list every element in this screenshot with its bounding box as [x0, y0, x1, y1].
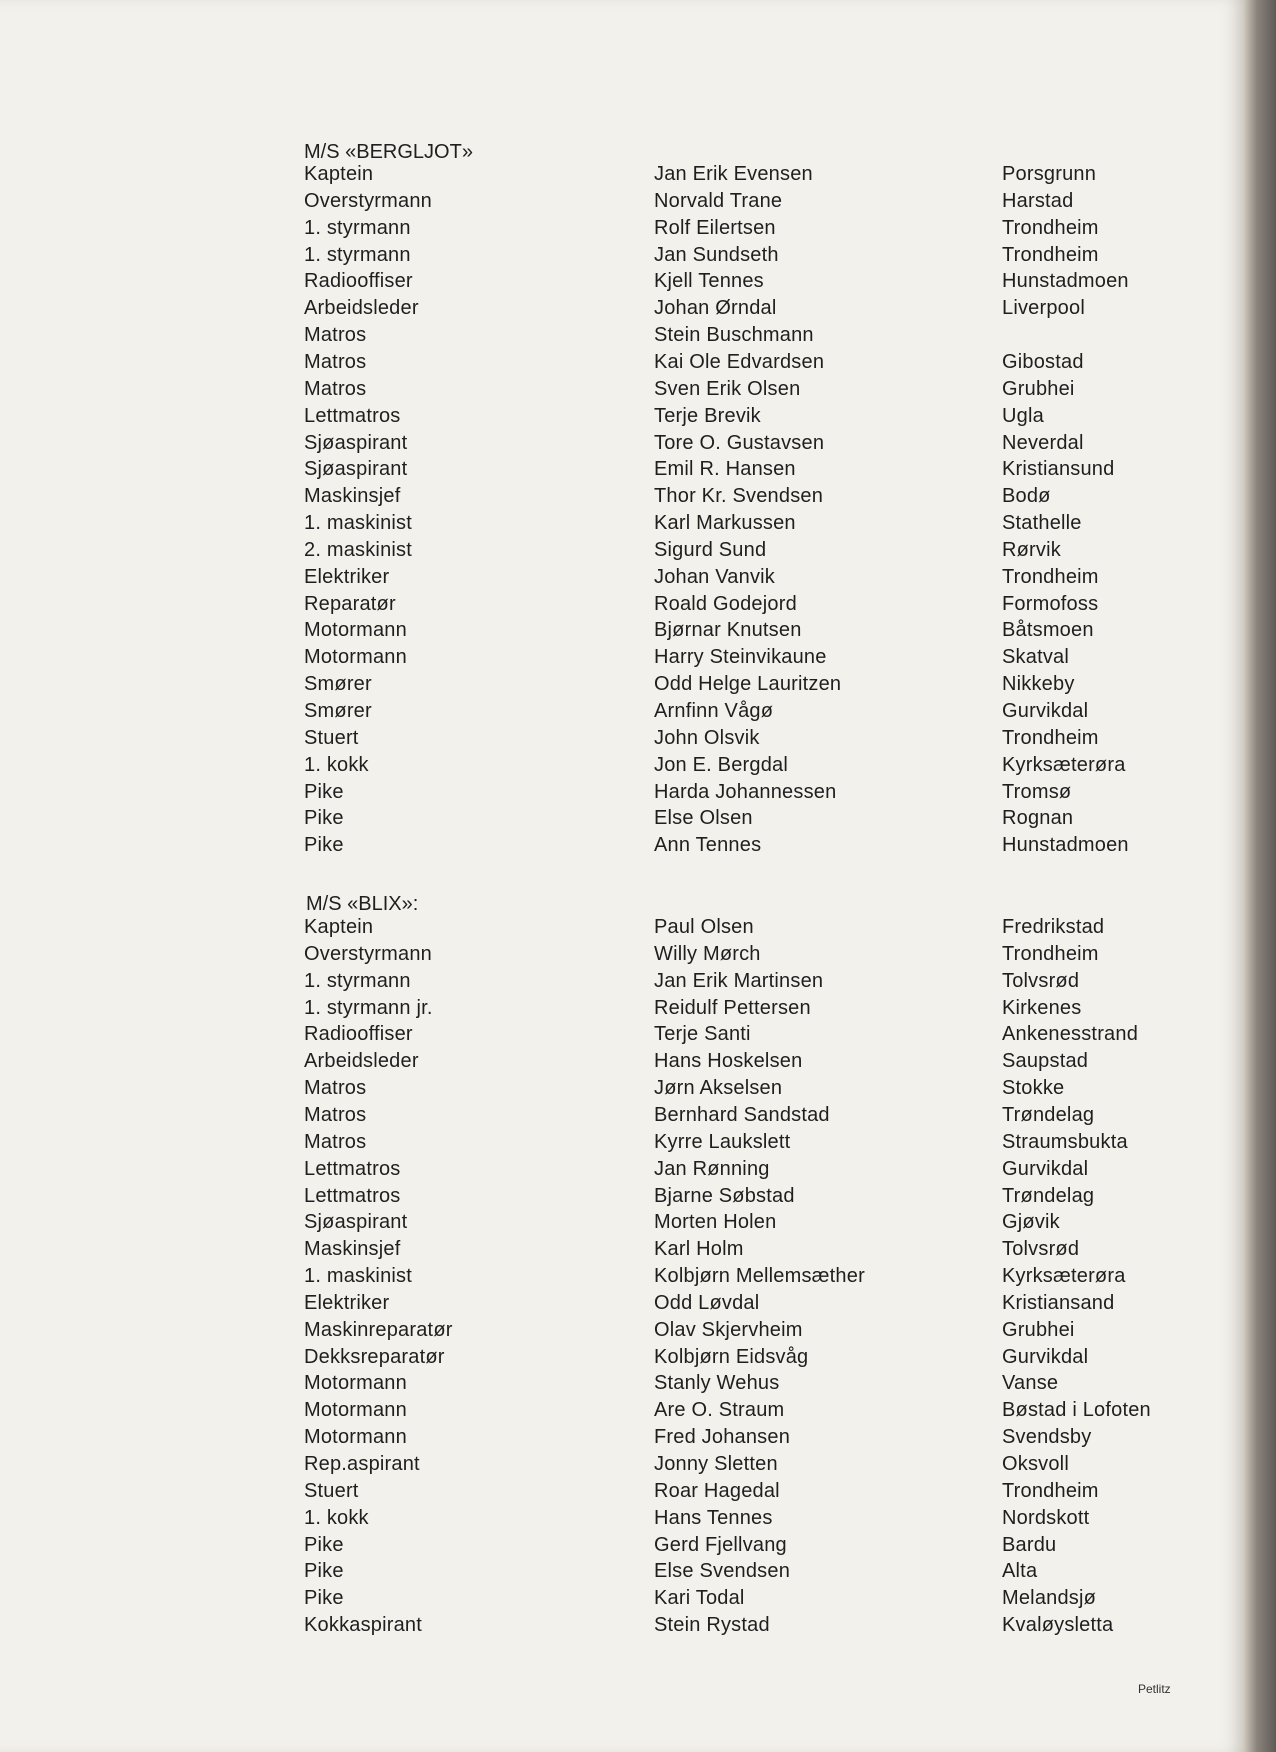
- crew-role: Rep.aspirant: [304, 1453, 420, 1475]
- crew-name: Jan Erik Evensen: [654, 163, 813, 185]
- crew-hometown: Hunstadmoen: [1002, 270, 1129, 293]
- crew-row: [0, 698, 1244, 724]
- crew-hometown: Gurvikdal: [1002, 1157, 1089, 1180]
- crew-role: Motormann: [304, 1399, 407, 1422]
- crew-name: Jan Erik Martinsen: [654, 969, 824, 992]
- crew-name: Are O. Straum: [654, 1399, 785, 1422]
- crew-name: Reidulf Pettersen: [654, 996, 811, 1019]
- crew-role: Matros: [304, 350, 367, 373]
- crew-role: Pike: [304, 807, 344, 830]
- crew-name: Willy Mørch: [654, 942, 761, 965]
- crew-hometown: Rognan: [1002, 807, 1074, 830]
- crew-row: [0, 1424, 1244, 1450]
- crew-role: Pike: [304, 1560, 344, 1583]
- crew-row: [0, 1156, 1244, 1182]
- crew-role: Pike: [304, 780, 344, 803]
- crew-row: [0, 1129, 1244, 1155]
- crew-name: Jørn Akselsen: [654, 1077, 783, 1100]
- crew-name: Bernhard Sandstad: [654, 1103, 830, 1126]
- crew-row: [0, 349, 1244, 375]
- crew-row: [0, 1344, 1244, 1370]
- crew-row: [0, 403, 1244, 429]
- crew-row: [0, 1183, 1244, 1209]
- crew-row: [0, 1290, 1244, 1316]
- crew-role: Dekksreparatør: [304, 1345, 445, 1368]
- crew-hometown: Bardu: [1002, 1533, 1057, 1556]
- crew-row: [0, 510, 1244, 536]
- crew-hometown: Grubhei: [1002, 377, 1075, 400]
- crew-hometown: Rørvik: [1002, 538, 1061, 561]
- crew-role: Matros: [304, 377, 367, 400]
- crew-hometown: Bøstad i Lofoten: [1002, 1399, 1151, 1422]
- crew-name: Sven Erik Olsen: [654, 377, 801, 400]
- crew-name: Else Olsen: [654, 807, 753, 830]
- crew-row: [0, 1397, 1244, 1423]
- crew-hometown: Kvaløysletta: [1002, 1614, 1114, 1637]
- crew-role: Smører: [304, 700, 372, 722]
- crew-row: [0, 1505, 1244, 1531]
- crew-role: Lettmatros: [304, 404, 401, 427]
- crew-name: Sigurd Sund: [654, 538, 767, 561]
- crew-row: [0, 376, 1244, 402]
- crew-name: Jonny Sletten: [654, 1453, 778, 1475]
- crew-role: Kaptein: [304, 163, 374, 185]
- crew-hometown: Skatval: [1002, 646, 1069, 669]
- crew-hometown: Tromsø: [1002, 780, 1072, 803]
- crew-hometown: Trondheim: [1002, 726, 1099, 749]
- crew-name: John Olsvik: [654, 726, 760, 749]
- crew-row: [0, 644, 1244, 670]
- crew-role: Maskinsjef: [304, 485, 401, 508]
- crew-name: Harda Johannessen: [654, 780, 837, 803]
- crew-hometown: Trondheim: [1002, 942, 1099, 965]
- crew-row: [0, 941, 1244, 967]
- section-title: M/S «BERGLJOT»: [304, 141, 473, 163]
- crew-name: Karl Holm: [654, 1238, 744, 1261]
- crew-hometown: Kristiansand: [1002, 1291, 1115, 1314]
- crew-row: [0, 188, 1244, 214]
- crew-role: Stuert: [304, 726, 359, 749]
- crew-role: 1. styrmann jr.: [304, 996, 433, 1019]
- crew-role: Motormann: [304, 646, 407, 669]
- crew-name: Johan Ørndal: [654, 297, 777, 320]
- page-edge: [1244, 0, 1276, 1752]
- section-title: M/S «BLIX»:: [306, 893, 419, 915]
- crew-hometown: Ugla: [1002, 404, 1044, 427]
- crew-row: [0, 564, 1244, 590]
- crew-row: [0, 430, 1244, 456]
- crew-hometown: Saupstad: [1002, 1050, 1089, 1073]
- crew-role: Smører: [304, 673, 372, 696]
- crew-row: [0, 914, 1244, 940]
- crew-role: Sjøaspirant: [304, 431, 408, 454]
- crew-role: 1. styrmann: [304, 969, 411, 992]
- crew-role: Arbeidsleder: [304, 1050, 419, 1073]
- crew-row: [0, 242, 1244, 268]
- crew-hometown: Vanse: [1002, 1372, 1059, 1395]
- crew-row: [0, 1236, 1244, 1262]
- crew-role: Kaptein: [304, 916, 374, 938]
- crew-hometown: Neverdal: [1002, 431, 1084, 454]
- crew-name: Olav Skjervheim: [654, 1318, 803, 1341]
- crew-name: Kari Todal: [654, 1587, 745, 1610]
- crew-hometown: Gibostad: [1002, 350, 1084, 373]
- crew-row: [0, 1585, 1244, 1611]
- crew-hometown: Trøndelag: [1002, 1103, 1095, 1126]
- crew-row: [0, 1478, 1244, 1504]
- crew-row: [0, 161, 1244, 187]
- crew-hometown: Stathelle: [1002, 512, 1082, 535]
- crew-name: Kolbjørn Mellemsæther: [654, 1265, 865, 1288]
- crew-name: Bjørnar Knutsen: [654, 619, 802, 642]
- crew-row: [0, 1102, 1244, 1128]
- crew-name: Stein Rystad: [654, 1614, 770, 1637]
- crew-row: [0, 1612, 1244, 1638]
- crew-row: [0, 1370, 1244, 1396]
- crew-role: Reparatør: [304, 592, 396, 615]
- crew-role: Overstyrmann: [304, 942, 432, 965]
- crew-name: Hans Hoskelsen: [654, 1050, 803, 1073]
- crew-name: Johan Vanvik: [654, 565, 775, 588]
- crew-role: Overstyrmann: [304, 189, 432, 212]
- crew-role: 2. maskinist: [304, 538, 412, 561]
- crew-role: Radiooffiser: [304, 1023, 413, 1046]
- crew-hometown: Tolvsrød: [1002, 1238, 1080, 1261]
- crew-row: [0, 215, 1244, 241]
- crew-row: [0, 968, 1244, 994]
- crew-role: Pike: [304, 1587, 344, 1610]
- crew-name: Roald Godejord: [654, 592, 797, 615]
- crew-row: [0, 591, 1244, 617]
- crew-hometown: Tolvsrød: [1002, 969, 1080, 992]
- crew-role: 1. kokk: [304, 753, 369, 776]
- crew-name: Terje Santi: [654, 1023, 751, 1046]
- crew-hometown: Gjøvik: [1002, 1211, 1060, 1234]
- crew-role: Maskinreparatør: [304, 1318, 453, 1341]
- crew-name: Thor Kr. Svendsen: [654, 485, 824, 508]
- crew-name: Terje Brevik: [654, 404, 761, 427]
- crew-role: Radiooffiser: [304, 270, 413, 293]
- crew-hometown: Porsgrunn: [1002, 163, 1097, 185]
- crew-hometown: Gurvikdal: [1002, 700, 1089, 722]
- crew-role: Matros: [304, 1103, 367, 1126]
- crew-name: Bjarne Søbstad: [654, 1184, 795, 1207]
- crew-name: Harry Steinvikaune: [654, 646, 827, 669]
- crew-role: Pike: [304, 1533, 344, 1556]
- crew-hometown: Straumsbukta: [1002, 1130, 1128, 1153]
- crew-name: Emil R. Hansen: [654, 458, 796, 481]
- crew-row: [0, 1075, 1244, 1101]
- crew-row: [0, 832, 1244, 858]
- crew-hometown: Formofoss: [1002, 592, 1099, 615]
- crew-name: Stanly Wehus: [654, 1372, 780, 1395]
- crew-role: Elektriker: [304, 1291, 390, 1314]
- crew-name: Rolf Eilertsen: [654, 216, 776, 239]
- crew-hometown: Ankenesstrand: [1002, 1023, 1139, 1046]
- crew-role: Matros: [304, 324, 367, 347]
- crew-role: Elektriker: [304, 565, 390, 588]
- crew-name: Paul Olsen: [654, 916, 754, 938]
- crew-row: [0, 671, 1244, 697]
- printer-credit: Petlitz: [1138, 1682, 1171, 1696]
- crew-row: [0, 1263, 1244, 1289]
- crew-name: Odd Løvdal: [654, 1291, 760, 1314]
- crew-hometown: Nikkeby: [1002, 673, 1075, 696]
- crew-role: Pike: [304, 834, 344, 857]
- crew-role: Lettmatros: [304, 1184, 401, 1207]
- crew-role: Stuert: [304, 1479, 359, 1502]
- crew-name: Norvald Trane: [654, 189, 783, 212]
- crew-hometown: Alta: [1002, 1560, 1038, 1583]
- crew-role: Motormann: [304, 619, 407, 642]
- crew-name: Kai Ole Edvardsen: [654, 350, 825, 373]
- crew-hometown: Trondheim: [1002, 243, 1099, 266]
- crew-name: Jan Sundseth: [654, 243, 779, 266]
- crew-name: Odd Helge Lauritzen: [654, 673, 842, 696]
- crew-name: Fred Johansen: [654, 1426, 791, 1449]
- crew-role: Matros: [304, 1077, 367, 1100]
- crew-role: Motormann: [304, 1426, 407, 1449]
- crew-row: [0, 322, 1244, 348]
- crew-row: [0, 1532, 1244, 1558]
- crew-role: Motormann: [304, 1372, 407, 1395]
- crew-name: Arnfinn Vågø: [654, 700, 774, 722]
- crew-name: Jon E. Bergdal: [654, 753, 788, 776]
- crew-row: [0, 537, 1244, 563]
- crew-name: Ann Tennes: [654, 834, 762, 857]
- crew-row: [0, 1048, 1244, 1074]
- crew-hometown: Kyrksæterøra: [1002, 1265, 1126, 1288]
- crew-row: [0, 1021, 1244, 1047]
- crew-row: [0, 483, 1244, 509]
- crew-name: Kyrre Laukslett: [654, 1130, 791, 1153]
- crew-hometown: Melandsjø: [1002, 1587, 1097, 1610]
- crew-name: Karl Markussen: [654, 512, 796, 535]
- crew-role: Sjøaspirant: [304, 1211, 408, 1234]
- crew-row: [0, 1317, 1244, 1343]
- crew-hometown: Hunstadmoen: [1002, 834, 1129, 857]
- crew-name: Tore O. Gustavsen: [654, 431, 825, 454]
- crew-name: Kjell Tennes: [654, 270, 764, 293]
- crew-hometown: Fredrikstad: [1002, 916, 1105, 938]
- crew-name: Kolbjørn Eidsvåg: [654, 1345, 809, 1368]
- crew-role: Lettmatros: [304, 1157, 401, 1180]
- crew-row: [0, 295, 1244, 321]
- crew-hometown: Oksvoll: [1002, 1453, 1069, 1475]
- crew-hometown: Harstad: [1002, 189, 1074, 212]
- crew-row: [0, 779, 1244, 805]
- crew-hometown: Båtsmoen: [1002, 619, 1094, 642]
- crew-name: Roar Hagedal: [654, 1479, 780, 1502]
- crew-hometown: Kristiansund: [1002, 458, 1115, 481]
- crew-role: 1. kokk: [304, 1506, 369, 1529]
- crew-hometown: Trondheim: [1002, 565, 1099, 588]
- crew-row: [0, 752, 1244, 778]
- crew-hometown: Trondheim: [1002, 1479, 1099, 1502]
- crew-hometown: Kyrksæterøra: [1002, 753, 1126, 776]
- crew-row: [0, 805, 1244, 831]
- crew-name: Morten Holen: [654, 1211, 777, 1234]
- crew-row: [0, 268, 1244, 294]
- crew-role: Matros: [304, 1130, 367, 1153]
- crew-name: Jan Rønning: [654, 1157, 770, 1180]
- crew-name: Else Svendsen: [654, 1560, 791, 1583]
- crew-name: Gerd Fjellvang: [654, 1533, 787, 1556]
- crew-role: 1. maskinist: [304, 1265, 412, 1288]
- crew-hometown: Svendsby: [1002, 1426, 1092, 1449]
- crew-role: Arbeidsleder: [304, 297, 419, 320]
- crew-hometown: Liverpool: [1002, 297, 1085, 320]
- crew-hometown: Trondheim: [1002, 216, 1099, 239]
- crew-role: Sjøaspirant: [304, 458, 408, 481]
- crew-row: [0, 1209, 1244, 1235]
- crew-hometown: Stokke: [1002, 1077, 1065, 1100]
- crew-hometown: Bodø: [1002, 485, 1051, 508]
- crew-row: [0, 725, 1244, 751]
- crew-row: [0, 456, 1244, 482]
- crew-name: Stein Buschmann: [654, 324, 814, 347]
- crew-hometown: Kirkenes: [1002, 996, 1082, 1019]
- crew-role: 1. styrmann: [304, 243, 411, 266]
- crew-hometown: Gurvikdal: [1002, 1345, 1089, 1368]
- crew-role: Maskinsjef: [304, 1238, 401, 1261]
- crew-row: [0, 617, 1244, 643]
- crew-hometown: Nordskott: [1002, 1506, 1090, 1529]
- crew-hometown: Grubhei: [1002, 1318, 1075, 1341]
- crew-row: [0, 1558, 1244, 1584]
- crew-hometown: Trøndelag: [1002, 1184, 1095, 1207]
- crew-name: Hans Tennes: [654, 1506, 773, 1529]
- crew-role: 1. styrmann: [304, 216, 411, 239]
- crew-row: [0, 995, 1244, 1021]
- crew-row: [0, 1451, 1244, 1477]
- crew-role: 1. maskinist: [304, 512, 412, 535]
- crew-role: Kokkaspirant: [304, 1614, 423, 1637]
